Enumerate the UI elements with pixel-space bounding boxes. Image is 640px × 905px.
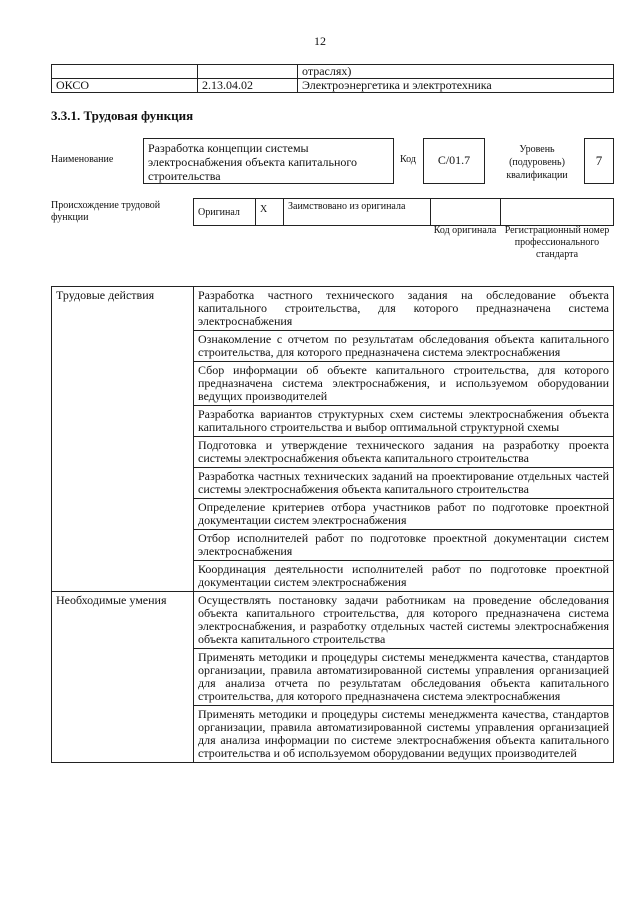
borrowed-label: Заимствовано из оригинала	[284, 199, 431, 226]
okso-prev-cell-2	[198, 65, 298, 79]
page-number: 12	[314, 34, 326, 48]
item-cell: Отбор исполнителей работ по подготовке проектной документации систем электроснабжения	[194, 530, 614, 561]
okso-row	[52, 79, 614, 93]
item-cell: Определение критериев отбора участников работ по подготовке проектной документации систем электроснабжения	[194, 499, 614, 530]
qualification-level: 7	[584, 138, 614, 184]
item-cell: Ознакомление с отчетом по результатам обследования объекта капитального строительства, для которого предназначена система электроснабжения	[194, 331, 614, 362]
item-cell: Координация деятельности исполнителей работ по подготовке проектной документации систем электроснабжения	[194, 561, 614, 592]
section-title: 3.3.1. Трудовая функция	[51, 108, 194, 123]
code-label: Код	[400, 154, 416, 165]
function-name: Разработка концепции системы электроснабжения объекта капитального строительства	[143, 138, 394, 184]
okso-table	[51, 64, 614, 93]
category-cell: Трудовые действия	[52, 287, 194, 592]
origin-label: Происхождение трудовой функции	[51, 200, 161, 223]
okso-prev-row	[52, 65, 614, 79]
origin-table	[193, 198, 614, 226]
item-cell: Применять методики и процедуры системы менеджмента качества, стандартов организации, правила автоматизированной системы управления организацией для анализа отчета по результатам обследования объекта капитального строительства, для которого предназначена система электроснабжения	[194, 649, 614, 706]
code-original-cell	[431, 199, 501, 226]
original-mark: Х	[256, 199, 284, 226]
category-cell: Необходимые умения	[52, 592, 194, 763]
original-label: Оригинал	[194, 199, 256, 226]
item-cell: Разработка вариантов структурных схем системы электроснабжения объекта капитального строительства и выбор оптимальной структурной схемы	[194, 406, 614, 437]
okso-name: Электроэнергетика и электротехника	[298, 79, 614, 93]
okso-prev-text: отраслях)	[298, 65, 614, 79]
code-original-label: Код оригинала	[433, 225, 497, 236]
table-row	[52, 287, 614, 331]
item-cell: Применять методики и процедуры системы менеджмента качества, стандартов организации, правила автоматизированной системы управления организацией для анализа информации по системе электроснабжения объекта капитального строительства и об используемом оборудовании ведущих производителей	[194, 706, 614, 763]
reg-number-cell	[501, 199, 614, 226]
item-cell: Разработка частных технических заданий на проектирование отдельных частей системы электроснабжения объекта капитального строительства	[194, 468, 614, 499]
table-row	[52, 592, 614, 649]
function-code: С/01.7	[423, 138, 485, 184]
function-details-table	[51, 286, 614, 763]
okso-code: 2.13.04.02	[198, 79, 298, 93]
item-cell: Подготовка и утверждение технического задания на разработку проекта системы электроснабжения объекта капитального строительства	[194, 437, 614, 468]
okso-label: ОКСО	[52, 79, 198, 93]
okso-prev-cell-1	[52, 65, 198, 79]
name-label: Наименование	[51, 154, 114, 165]
item-cell: Осуществлять постановку задачи работникам на проведение обследования объекта капитального строительства, для которого предназначена система электроснабжения, и разработку отдельных частей системы электроснабжения объекта капитального строительства	[194, 592, 614, 649]
level-label: Уровень (подуровень) квалификации	[506, 144, 568, 181]
reg-number-label: Регистрационный номер профессионального стандарта	[504, 225, 610, 260]
item-cell: Разработка частного технического задания на обследование объекта капитального строительства, для которого предназначена система электроснабжения	[194, 287, 614, 331]
item-cell: Сбор информации об объекте капитального строительства, для которого предназначена система электроснабжения, и используемом оборудовании ведущих производителей	[194, 362, 614, 406]
